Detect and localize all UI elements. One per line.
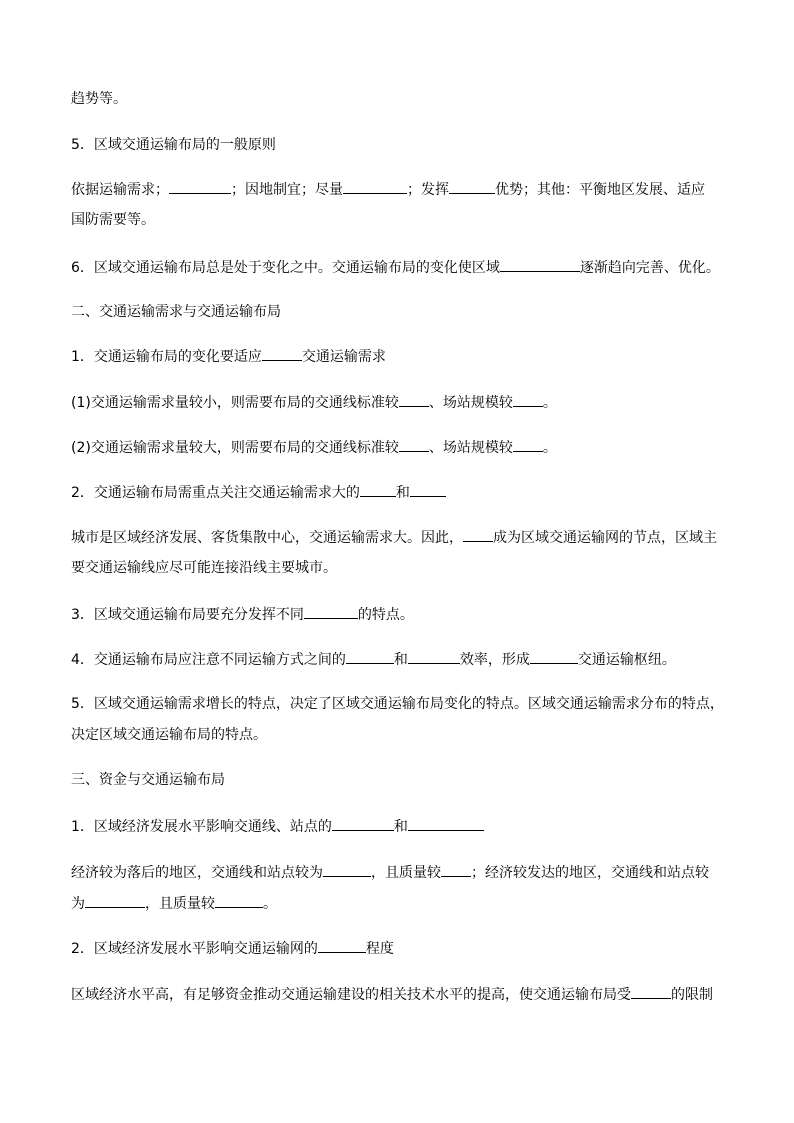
- fill-in-blank[interactable]: [85, 893, 145, 908]
- text-segment: 决定区域交通运输布局的特点。: [71, 727, 267, 743]
- text-line: [71, 984, 731, 1005]
- text-segment: 效率，形成: [459, 652, 530, 668]
- fill-in-blank[interactable]: [449, 179, 495, 194]
- text-segment: ，且质量较: [371, 865, 441, 881]
- text-segment: 和: [393, 652, 408, 668]
- text-line: [71, 346, 731, 367]
- text-line: [71, 392, 731, 413]
- fill-in-blank[interactable]: [262, 346, 302, 361]
- fill-in-blank[interactable]: [332, 816, 394, 831]
- fill-in-blank[interactable]: [169, 179, 231, 194]
- text-segment: 、场站规模较: [428, 395, 513, 411]
- text-line: [71, 862, 731, 883]
- text-segment: (2)交通运输需求量较大，则需要布局的交通线标准较: [71, 440, 399, 456]
- text-segment: 经济较为落后的地区，交通线和站点较为: [71, 865, 323, 881]
- fill-in-blank[interactable]: [215, 893, 263, 908]
- fill-in-blank[interactable]: [318, 938, 366, 953]
- text-segment: 1．区域经济发展水平影响交通线、站点的: [71, 819, 332, 835]
- text-segment: 依据运输需求；: [71, 182, 169, 198]
- text-segment: 为: [71, 896, 85, 912]
- text-line: [71, 179, 731, 200]
- text-segment: ；发挥: [407, 182, 449, 198]
- text-segment: 要交通运输线应尽可能连接沿线主要城市。: [71, 560, 337, 576]
- text-segment: 程度: [365, 941, 394, 957]
- fill-in-blank[interactable]: [323, 862, 371, 877]
- text-line: [71, 89, 731, 109]
- text-segment: 2．交通运输布局需重点关注交通运输需求大的: [71, 485, 360, 501]
- text-segment: 。: [542, 395, 557, 411]
- fill-in-blank[interactable]: [304, 604, 358, 619]
- text-segment: 三、资金与交通运输布局: [71, 772, 225, 788]
- text-segment: 、场站规模较: [428, 440, 513, 456]
- text-segment: 5．区域交通运输需求增长的特点，决定了区域交通运输布局变化的特点。区域交通运输需求分布的特点，: [71, 696, 724, 712]
- text-line: [71, 725, 731, 745]
- text-segment: 城市是区域经济发展、客货集散中心，交通运输需求大。因此，: [71, 530, 463, 546]
- text-segment: 1．交通运输布局的变化要适应: [71, 349, 262, 365]
- fill-in-blank[interactable]: [408, 649, 460, 664]
- fill-in-blank[interactable]: [399, 437, 429, 452]
- text-segment: 趋势等。: [71, 91, 127, 107]
- text-line: [71, 482, 731, 503]
- text-line: [71, 437, 731, 458]
- text-line: [71, 893, 731, 914]
- text-segment: 交通运输需求: [301, 349, 386, 365]
- text-segment: 3．区域交通运输布局要充分发挥不同: [71, 607, 304, 623]
- text-line: [71, 135, 731, 155]
- text-line: [71, 210, 731, 230]
- text-line: [71, 694, 731, 714]
- fill-in-blank[interactable]: [408, 816, 484, 831]
- text-line: [71, 558, 731, 578]
- text-segment: 的限制: [671, 987, 713, 1003]
- text-segment: 。: [263, 896, 277, 912]
- text-line: [71, 604, 731, 625]
- fill-in-blank[interactable]: [513, 392, 543, 407]
- text-segment: 和: [395, 485, 410, 501]
- text-line: [71, 770, 731, 790]
- text-segment: 2．区域经济发展水平影响交通运输网的: [71, 941, 318, 957]
- text-segment: ；经济较发达的地区，交通线和站点较: [471, 865, 709, 881]
- text-line: [71, 649, 731, 670]
- text-segment: 和: [393, 819, 408, 835]
- text-segment: 国防需要等。: [71, 212, 155, 228]
- text-line: [71, 527, 731, 548]
- text-segment: 交通运输枢纽。: [577, 652, 676, 668]
- text-line: [71, 938, 731, 959]
- fill-in-blank[interactable]: [530, 649, 578, 664]
- text-segment: 二、交通运输需求与交通运输布局: [71, 304, 281, 320]
- text-segment: 的特点。: [357, 607, 414, 623]
- text-segment: ，且质量较: [145, 896, 215, 912]
- fill-in-blank[interactable]: [631, 984, 671, 999]
- fill-in-blank[interactable]: [410, 482, 446, 497]
- text-line: [71, 257, 731, 278]
- text-segment: 优势；其他：平衡地区发展、适应: [495, 182, 705, 198]
- fill-in-blank[interactable]: [463, 527, 493, 542]
- text-segment: 成为区域交通运输网的节点，区域主: [493, 530, 717, 546]
- text-segment: ；因地制宜；尽量: [231, 182, 343, 198]
- fill-in-blank[interactable]: [343, 179, 407, 194]
- text-segment: 。: [542, 440, 557, 456]
- text-line: [71, 816, 731, 837]
- text-segment: 4．交通运输布局应注意不同运输方式之间的: [71, 652, 346, 668]
- text-segment: (1)交通运输需求量较小，则需要布局的交通线标准较: [71, 395, 399, 411]
- fill-in-blank[interactable]: [399, 392, 429, 407]
- fill-in-blank[interactable]: [500, 257, 580, 272]
- text-segment: 区域经济水平高，有足够资金推动交通运输建设的相关技术水平的提高，使交通运输布局受: [71, 987, 631, 1003]
- fill-in-blank[interactable]: [360, 482, 396, 497]
- text-segment: 6．区域交通运输布局总是处于变化之中。交通运输布局的变化使区域: [71, 260, 500, 276]
- text-segment: 逐渐趋向完善、优化。: [579, 260, 720, 276]
- fill-in-blank[interactable]: [441, 862, 471, 877]
- fill-in-blank[interactable]: [513, 437, 543, 452]
- text-line: [71, 302, 731, 322]
- fill-in-blank[interactable]: [346, 649, 394, 664]
- text-segment: 5．区域交通运输布局的一般原则: [71, 137, 276, 153]
